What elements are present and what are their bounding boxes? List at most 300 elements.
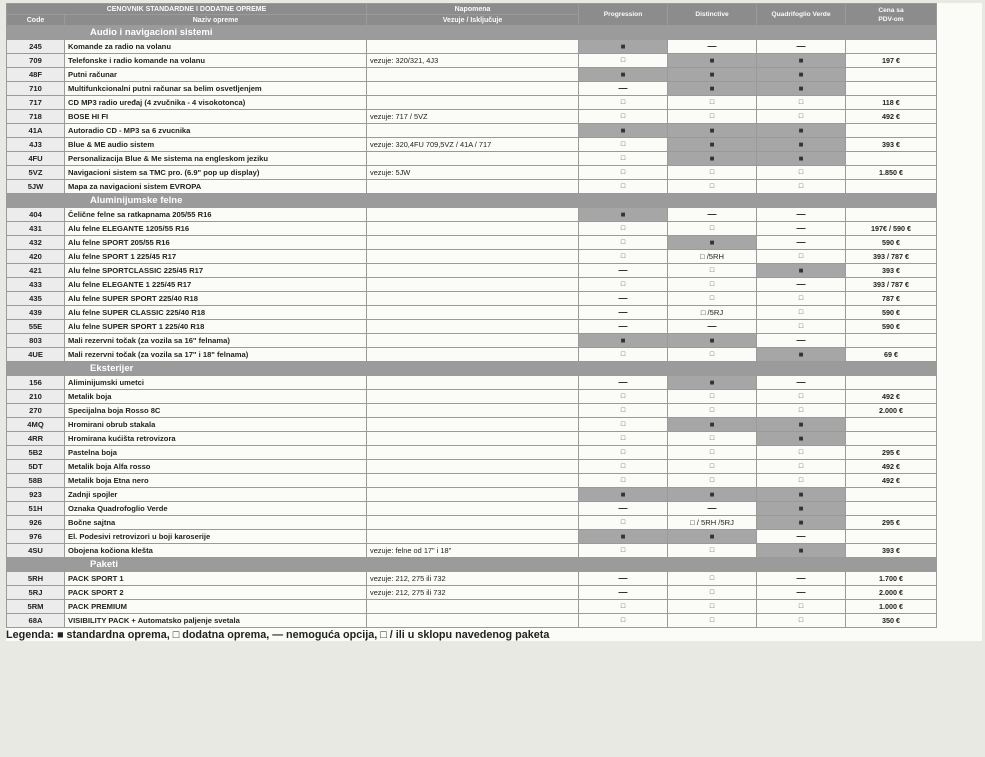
price-with-vat: 2.000 € bbox=[846, 586, 937, 600]
option-name: Bočne sajtna bbox=[65, 516, 367, 530]
trim-cell-progression bbox=[579, 152, 668, 166]
option-note: vezuje: 320,4FU 709,5VZ / 41A / 717 bbox=[367, 138, 579, 152]
option-name: Mali rezervni točak (za vozila sa 16" felnama) bbox=[65, 334, 367, 348]
table-row bbox=[7, 446, 937, 460]
standard-mark: ■ bbox=[620, 69, 626, 79]
trim-cell-quadrifoglio-verde bbox=[757, 404, 846, 418]
standard-mark: ■ bbox=[709, 55, 715, 65]
unavailable-mark: — bbox=[796, 223, 806, 233]
price-with-vat bbox=[846, 68, 937, 82]
trim-cell-distinctive bbox=[668, 572, 757, 586]
header-title: CENOVNIK STANDARDNE I DODATNE OPREME bbox=[7, 4, 367, 15]
standard-mark: ■ bbox=[620, 41, 626, 51]
standard-mark: ■ bbox=[798, 55, 804, 65]
optional-mark: □ bbox=[620, 351, 626, 358]
option-note bbox=[367, 502, 579, 516]
price-with-vat bbox=[846, 334, 937, 348]
trim-cell-distinctive bbox=[668, 348, 757, 362]
table-row bbox=[7, 320, 937, 334]
optional-mark: □ bbox=[620, 253, 626, 260]
optional-mark: □ bbox=[620, 169, 626, 176]
trim-cell-quadrifoglio-verde bbox=[757, 54, 846, 68]
option-code: 923 bbox=[7, 488, 65, 502]
optional-mark: □ bbox=[798, 169, 804, 176]
optional-mark: □ bbox=[709, 617, 715, 624]
unavailable-mark: — bbox=[618, 503, 628, 513]
trim-cell-quadrifoglio-verde bbox=[757, 586, 846, 600]
trim-cell-progression bbox=[579, 110, 668, 124]
optional-mark: □ bbox=[709, 435, 715, 442]
unavailable-mark: — bbox=[618, 587, 628, 597]
table-row bbox=[7, 586, 937, 600]
trim-cell-quadrifoglio-verde bbox=[757, 460, 846, 474]
trim-cell-quadrifoglio-verde bbox=[757, 320, 846, 334]
header-progression: Progression bbox=[579, 4, 668, 26]
optional-mark: □ bbox=[798, 113, 804, 120]
trim-cell-distinctive bbox=[668, 110, 757, 124]
trim-cell-distinctive bbox=[668, 516, 757, 530]
price-with-vat: 590 € bbox=[846, 306, 937, 320]
trim-cell-progression bbox=[579, 96, 668, 110]
price-with-vat: 393 / 787 € bbox=[846, 278, 937, 292]
option-name: Alu felne SUPER CLASSIC 225/40 R18 bbox=[65, 306, 367, 320]
option-name: Hromirani obrub stakala bbox=[65, 418, 367, 432]
trim-cell-progression bbox=[579, 82, 668, 96]
trim-cell-distinctive bbox=[668, 390, 757, 404]
trim-cell-progression bbox=[579, 264, 668, 278]
trim-cell-progression bbox=[579, 180, 668, 194]
standard-mark: ■ bbox=[709, 489, 715, 499]
option-name: Autoradio CD - MP3 sa 6 zvucnika bbox=[65, 124, 367, 138]
option-note bbox=[367, 404, 579, 418]
package-option-text: □ /5RH bbox=[700, 251, 724, 261]
standard-mark: ■ bbox=[798, 517, 804, 527]
price-with-vat: 492 € bbox=[846, 460, 937, 474]
option-note bbox=[367, 152, 579, 166]
trim-cell-progression bbox=[579, 40, 668, 54]
table-row bbox=[7, 432, 937, 446]
trim-cell-distinctive bbox=[668, 404, 757, 418]
option-code: 435 bbox=[7, 292, 65, 306]
trim-cell-distinctive bbox=[668, 96, 757, 110]
optional-mark: □ bbox=[798, 477, 804, 484]
option-code: 439 bbox=[7, 306, 65, 320]
trim-cell-progression bbox=[579, 166, 668, 180]
option-code: 421 bbox=[7, 264, 65, 278]
option-note bbox=[367, 348, 579, 362]
optional-mark: □ bbox=[620, 281, 626, 288]
trim-cell-progression bbox=[579, 54, 668, 68]
price-with-vat: 1.700 € bbox=[846, 572, 937, 586]
trim-cell-progression bbox=[579, 236, 668, 250]
option-code: 4FU bbox=[7, 152, 65, 166]
table-row bbox=[7, 208, 937, 222]
trim-cell-progression bbox=[579, 446, 668, 460]
trim-cell-progression bbox=[579, 334, 668, 348]
option-name: PACK SPORT 1 bbox=[65, 572, 367, 586]
table-row bbox=[7, 264, 937, 278]
table-row bbox=[7, 68, 937, 82]
unavailable-mark: — bbox=[618, 265, 628, 275]
option-name: Alu felne SPORT 205/55 R16 bbox=[65, 236, 367, 250]
optional-mark: □ bbox=[709, 225, 715, 232]
unavailable-mark: — bbox=[796, 279, 806, 289]
unavailable-mark: — bbox=[618, 573, 628, 583]
price-with-vat bbox=[846, 124, 937, 138]
optional-mark: □ bbox=[709, 589, 715, 596]
price-with-vat: 492 € bbox=[846, 390, 937, 404]
price-with-vat: 590 € bbox=[846, 236, 937, 250]
option-name: Hromirana kućišta retrovizora bbox=[65, 432, 367, 446]
option-note bbox=[367, 250, 579, 264]
trim-cell-distinctive bbox=[668, 474, 757, 488]
option-name: Blue & ME audio sistem bbox=[65, 138, 367, 152]
optional-mark: □ bbox=[798, 183, 804, 190]
standard-mark: ■ bbox=[798, 349, 804, 359]
trim-cell-quadrifoglio-verde bbox=[757, 82, 846, 96]
option-code: 210 bbox=[7, 390, 65, 404]
option-code: 4RR bbox=[7, 432, 65, 446]
optional-mark: □ bbox=[620, 155, 626, 162]
trim-cell-progression bbox=[579, 390, 668, 404]
optional-mark: □ bbox=[620, 547, 626, 554]
option-name: Pastelna boja bbox=[65, 446, 367, 460]
trim-cell-distinctive bbox=[668, 82, 757, 96]
price-with-vat: 492 € bbox=[846, 110, 937, 124]
trim-cell-distinctive bbox=[668, 600, 757, 614]
price-with-vat: 393 € bbox=[846, 544, 937, 558]
option-code: 976 bbox=[7, 530, 65, 544]
option-note bbox=[367, 292, 579, 306]
unavailable-mark: — bbox=[618, 293, 628, 303]
option-note bbox=[367, 320, 579, 334]
option-name: Metalik boja bbox=[65, 390, 367, 404]
trim-cell-quadrifoglio-verde bbox=[757, 222, 846, 236]
table-row bbox=[7, 110, 937, 124]
option-name: PACK PREMIUM bbox=[65, 600, 367, 614]
price-with-vat: 69 € bbox=[846, 348, 937, 362]
trim-cell-quadrifoglio-verde bbox=[757, 474, 846, 488]
trim-cell-distinctive bbox=[668, 180, 757, 194]
trim-cell-quadrifoglio-verde bbox=[757, 516, 846, 530]
trim-cell-distinctive bbox=[668, 418, 757, 432]
table-row bbox=[7, 544, 937, 558]
option-name: Telefonske i radio komande na volanu bbox=[65, 54, 367, 68]
price-with-vat bbox=[846, 40, 937, 54]
table-row bbox=[7, 334, 937, 348]
trim-cell-distinctive bbox=[668, 236, 757, 250]
optional-mark: □ bbox=[709, 477, 715, 484]
price-with-vat: 590 € bbox=[846, 320, 937, 334]
trim-cell-distinctive bbox=[668, 614, 757, 628]
table-row bbox=[7, 502, 937, 516]
optional-mark: □ bbox=[620, 603, 626, 610]
trim-cell-distinctive bbox=[668, 376, 757, 390]
price-with-vat bbox=[846, 152, 937, 166]
standard-mark: ■ bbox=[620, 489, 626, 499]
table-row bbox=[7, 390, 937, 404]
trim-cell-quadrifoglio-verde bbox=[757, 110, 846, 124]
standard-mark: ■ bbox=[798, 265, 804, 275]
option-name: Alu felne SUPER SPORT 1 225/40 R18 bbox=[65, 320, 367, 334]
trim-cell-distinctive bbox=[668, 264, 757, 278]
price-with-vat: 393 € bbox=[846, 138, 937, 152]
unavailable-mark: — bbox=[796, 209, 806, 219]
trim-cell-progression bbox=[579, 502, 668, 516]
standard-mark: ■ bbox=[620, 531, 626, 541]
table-row bbox=[7, 40, 937, 54]
price-with-vat: 2.000 € bbox=[846, 404, 937, 418]
option-name: BOSE HI FI bbox=[65, 110, 367, 124]
table-row bbox=[7, 404, 937, 418]
option-note bbox=[367, 180, 579, 194]
header-note-title: Napomena bbox=[367, 4, 579, 15]
trim-cell-distinctive bbox=[668, 432, 757, 446]
trim-cell-quadrifoglio-verde bbox=[757, 166, 846, 180]
option-note: vezuje: 212, 275 ili 732 bbox=[367, 586, 579, 600]
standard-mark: ■ bbox=[798, 125, 804, 135]
table-header bbox=[7, 4, 937, 26]
table-row bbox=[7, 376, 937, 390]
option-code: 4UE bbox=[7, 348, 65, 362]
option-name: Multifunkcionalni putni računar sa belim osvetljenjem bbox=[65, 82, 367, 96]
option-code: 404 bbox=[7, 208, 65, 222]
trim-cell-distinctive bbox=[668, 54, 757, 68]
header-price-line2: PDV-om bbox=[878, 15, 904, 23]
option-note bbox=[367, 124, 579, 138]
option-note: vezuje: 717 / 5VZ bbox=[367, 110, 579, 124]
legend bbox=[6, 629, 982, 641]
option-code: 710 bbox=[7, 82, 65, 96]
section-title: Eksterijer bbox=[65, 362, 937, 376]
standard-mark: ■ bbox=[709, 125, 715, 135]
trim-cell-progression bbox=[579, 68, 668, 82]
section-blank-cell bbox=[7, 26, 65, 40]
option-code: 245 bbox=[7, 40, 65, 54]
option-name: Personalizacija Blue & Me sistema na engleskom jeziku bbox=[65, 152, 367, 166]
trim-cell-progression bbox=[579, 278, 668, 292]
trim-cell-quadrifoglio-verde bbox=[757, 306, 846, 320]
table-row bbox=[7, 614, 937, 628]
option-code: 5RJ bbox=[7, 586, 65, 600]
trim-cell-distinctive bbox=[668, 68, 757, 82]
option-note bbox=[367, 418, 579, 432]
option-name: Mapa za navigacioni sistem EVROPA bbox=[65, 180, 367, 194]
option-name: Alu felne ELEGANTE 1205/55 R16 bbox=[65, 222, 367, 236]
trim-cell-quadrifoglio-verde bbox=[757, 600, 846, 614]
option-code: 4MQ bbox=[7, 418, 65, 432]
optional-mark: □ bbox=[709, 449, 715, 456]
trim-cell-quadrifoglio-verde bbox=[757, 418, 846, 432]
section-title: Aluminijumske felne bbox=[65, 194, 937, 208]
trim-cell-progression bbox=[579, 320, 668, 334]
option-code: 431 bbox=[7, 222, 65, 236]
trim-cell-progression bbox=[579, 516, 668, 530]
trim-cell-quadrifoglio-verde bbox=[757, 488, 846, 502]
trim-cell-progression bbox=[579, 404, 668, 418]
price-with-vat: 197€ / 590 € bbox=[846, 222, 937, 236]
option-name: Oznaka Quadrofoglio Verde bbox=[65, 502, 367, 516]
section-title: Audio i navigacioni sistemi bbox=[65, 26, 937, 40]
option-note bbox=[367, 446, 579, 460]
trim-cell-quadrifoglio-verde bbox=[757, 236, 846, 250]
standard-mark: ■ bbox=[620, 209, 626, 219]
trim-cell-quadrifoglio-verde bbox=[757, 250, 846, 264]
option-note bbox=[367, 96, 579, 110]
trim-cell-quadrifoglio-verde bbox=[757, 348, 846, 362]
option-code: 5B2 bbox=[7, 446, 65, 460]
option-name: Mali rezervni točak (za vozila sa 17" i 18" felnama) bbox=[65, 348, 367, 362]
trim-cell-progression bbox=[579, 614, 668, 628]
trim-cell-quadrifoglio-verde bbox=[757, 530, 846, 544]
price-with-vat: 197 € bbox=[846, 54, 937, 68]
unavailable-mark: — bbox=[618, 377, 628, 387]
table-row bbox=[7, 236, 937, 250]
table-row bbox=[7, 96, 937, 110]
option-code: 270 bbox=[7, 404, 65, 418]
option-name: Alu felne ELEGANTE 1 225/45 R17 bbox=[65, 278, 367, 292]
standard-mark: ■ bbox=[798, 83, 804, 93]
standard-mark: ■ bbox=[620, 335, 626, 345]
option-name: Alu felne SPORT 1 225/45 R17 bbox=[65, 250, 367, 264]
table-row bbox=[7, 138, 937, 152]
option-code: 803 bbox=[7, 334, 65, 348]
option-name: Specijalna boja Rosso 8C bbox=[65, 404, 367, 418]
legend-text: ■ standardna oprema, □ dodatna oprema, — nemoguća opcija, □ / ili u sklopu navedenog paketa bbox=[57, 629, 550, 641]
option-code: 5RM bbox=[7, 600, 65, 614]
optional-mark: □ bbox=[798, 309, 804, 316]
option-note bbox=[367, 390, 579, 404]
option-note bbox=[367, 222, 579, 236]
optional-mark: □ bbox=[709, 547, 715, 554]
optional-mark: □ bbox=[620, 99, 626, 106]
trim-cell-quadrifoglio-verde bbox=[757, 68, 846, 82]
price-with-vat: 492 € bbox=[846, 474, 937, 488]
trim-cell-quadrifoglio-verde bbox=[757, 208, 846, 222]
standard-mark: ■ bbox=[709, 237, 715, 247]
option-note bbox=[367, 334, 579, 348]
trim-cell-progression bbox=[579, 376, 668, 390]
package-option-text: □ / 5RH /5RJ bbox=[690, 517, 734, 527]
trim-cell-quadrifoglio-verde bbox=[757, 334, 846, 348]
option-note bbox=[367, 516, 579, 530]
trim-cell-quadrifoglio-verde bbox=[757, 292, 846, 306]
trim-cell-distinctive bbox=[668, 446, 757, 460]
option-code: 709 bbox=[7, 54, 65, 68]
optional-mark: □ bbox=[620, 421, 626, 428]
section-row bbox=[7, 558, 937, 572]
standard-mark: ■ bbox=[798, 419, 804, 429]
price-with-vat: 1.000 € bbox=[846, 600, 937, 614]
optional-mark: □ bbox=[709, 113, 715, 120]
standard-mark: ■ bbox=[709, 377, 715, 387]
optional-mark: □ bbox=[709, 99, 715, 106]
option-note bbox=[367, 530, 579, 544]
standard-mark: ■ bbox=[709, 531, 715, 541]
trim-cell-progression bbox=[579, 306, 668, 320]
option-name: Zadnji spojler bbox=[65, 488, 367, 502]
trim-cell-distinctive bbox=[668, 320, 757, 334]
trim-cell-distinctive bbox=[668, 292, 757, 306]
price-with-vat bbox=[846, 208, 937, 222]
optional-mark: □ bbox=[620, 463, 626, 470]
optional-mark: □ bbox=[798, 463, 804, 470]
trim-cell-quadrifoglio-verde bbox=[757, 278, 846, 292]
option-note bbox=[367, 278, 579, 292]
trim-cell-quadrifoglio-verde bbox=[757, 614, 846, 628]
table-row bbox=[7, 250, 937, 264]
optional-mark: □ bbox=[620, 141, 626, 148]
option-name: Aliminijumski umetci bbox=[65, 376, 367, 390]
table-row bbox=[7, 474, 937, 488]
trim-cell-distinctive bbox=[668, 586, 757, 600]
option-note bbox=[367, 306, 579, 320]
table-row bbox=[7, 152, 937, 166]
trim-cell-distinctive bbox=[668, 488, 757, 502]
standard-mark: ■ bbox=[798, 489, 804, 499]
option-code: 433 bbox=[7, 278, 65, 292]
trim-cell-distinctive bbox=[668, 502, 757, 516]
option-note bbox=[367, 40, 579, 54]
option-code: 5VZ bbox=[7, 166, 65, 180]
trim-cell-distinctive bbox=[668, 40, 757, 54]
header-note-sub: Vezuje / Isključuje bbox=[367, 15, 579, 26]
option-code: 51H bbox=[7, 502, 65, 516]
price-list-sheet bbox=[6, 3, 982, 641]
option-name: Metalik boja Alfa rosso bbox=[65, 460, 367, 474]
equipment-price-table bbox=[6, 3, 937, 628]
optional-mark: □ bbox=[620, 407, 626, 414]
section-row bbox=[7, 362, 937, 376]
price-with-vat bbox=[846, 180, 937, 194]
optional-mark: □ bbox=[709, 281, 715, 288]
optional-mark: □ bbox=[798, 253, 804, 260]
table-row bbox=[7, 54, 937, 68]
price-with-vat: 1.850 € bbox=[846, 166, 937, 180]
trim-cell-progression bbox=[579, 250, 668, 264]
option-code: 432 bbox=[7, 236, 65, 250]
header-name: Naziv opreme bbox=[65, 15, 367, 26]
unavailable-mark: — bbox=[796, 377, 806, 387]
table-row bbox=[7, 530, 937, 544]
optional-mark: □ bbox=[709, 295, 715, 302]
optional-mark: □ bbox=[798, 393, 804, 400]
table-row bbox=[7, 292, 937, 306]
price-with-vat bbox=[846, 432, 937, 446]
table-row bbox=[7, 418, 937, 432]
standard-mark: ■ bbox=[798, 433, 804, 443]
price-with-vat bbox=[846, 488, 937, 502]
package-option-text: □ /5RJ bbox=[700, 307, 724, 317]
trim-cell-progression bbox=[579, 292, 668, 306]
standard-mark: ■ bbox=[709, 139, 715, 149]
table-row bbox=[7, 600, 937, 614]
option-code: 156 bbox=[7, 376, 65, 390]
option-code: 41A bbox=[7, 124, 65, 138]
unavailable-mark: — bbox=[618, 83, 628, 93]
standard-mark: ■ bbox=[798, 153, 804, 163]
price-with-vat bbox=[846, 502, 937, 516]
optional-mark: □ bbox=[709, 575, 715, 582]
trim-cell-progression bbox=[579, 544, 668, 558]
standard-mark: ■ bbox=[620, 125, 626, 135]
optional-mark: □ bbox=[709, 407, 715, 414]
option-note bbox=[367, 474, 579, 488]
trim-cell-progression bbox=[579, 138, 668, 152]
trim-cell-distinctive bbox=[668, 152, 757, 166]
option-note bbox=[367, 488, 579, 502]
option-code: 48F bbox=[7, 68, 65, 82]
